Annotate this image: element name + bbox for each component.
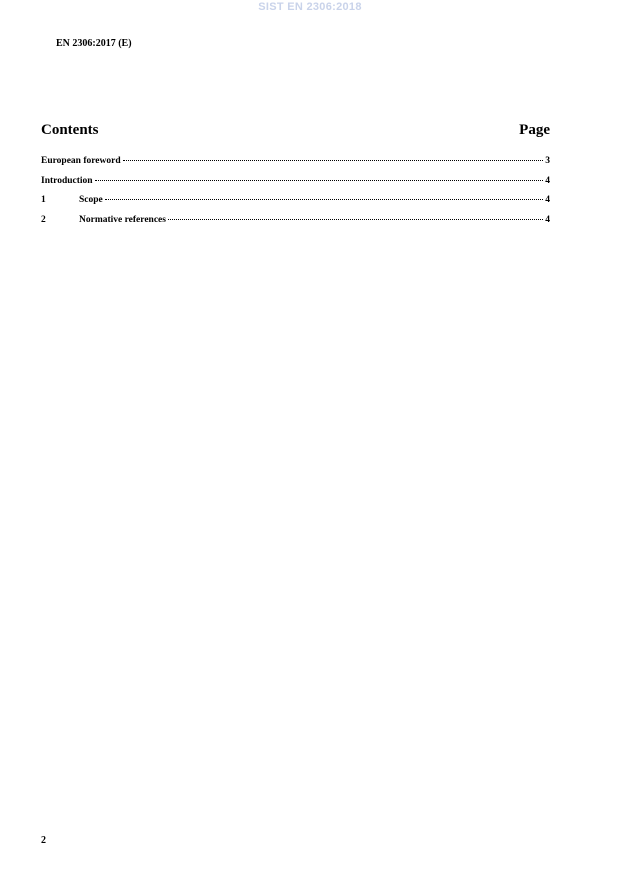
toc-leader-dots [105, 199, 544, 200]
toc-entry-title: European foreword [41, 156, 121, 166]
toc-entry-page: 4 [545, 214, 550, 225]
toc-entry-scope[interactable] [41, 195, 550, 215]
toc-entry-title: Scope [79, 195, 103, 205]
toc-entry-european-foreword[interactable] [41, 156, 550, 176]
toc-entry-page: 4 [545, 195, 550, 205]
toc-entry-page: 3 [545, 156, 550, 166]
toc-entry-page: 4 [545, 175, 550, 186]
toc-leader-dots [168, 219, 543, 220]
toc-leader-dots [95, 180, 544, 181]
toc-entry-number: 2 [41, 214, 46, 225]
page-number: 2 [41, 835, 46, 846]
page-column-label: Page [519, 122, 550, 138]
toc-entry-number: 1 [41, 195, 46, 205]
toc-entry-introduction[interactable] [41, 176, 550, 196]
contents-title: Contents [41, 122, 99, 138]
toc-entry-normative-references[interactable] [41, 215, 550, 235]
watermark: SIST EN 2306:2018 [258, 1, 362, 13]
table-of-contents [41, 156, 550, 234]
toc-entry-title: Introduction [41, 175, 93, 186]
toc-leader-dots [123, 160, 544, 161]
contents-heading-row [41, 122, 550, 139]
toc-entry-title: Normative references [79, 214, 166, 225]
document-identifier: EN 2306:2017 (E) [56, 38, 132, 49]
